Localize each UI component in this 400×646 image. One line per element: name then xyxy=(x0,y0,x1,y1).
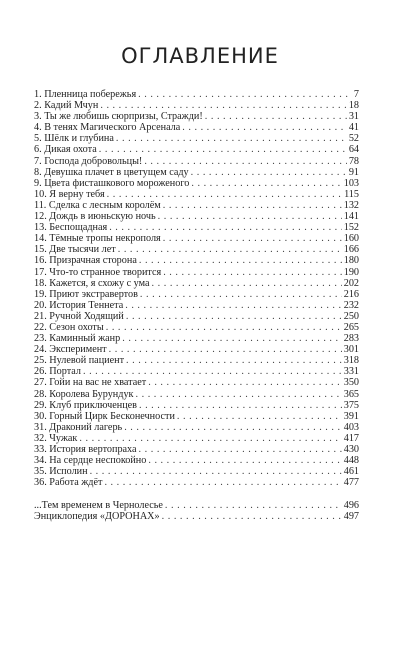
toc-entry-title: 29. Клуб приключенцев xyxy=(34,399,137,411)
toc-entry-page: 166 xyxy=(343,244,359,256)
toc-entry-title: 21. Ручной Ходящий xyxy=(34,310,124,322)
toc-entry-page: 350 xyxy=(343,377,359,389)
toc-entry-page: 91 xyxy=(348,166,359,178)
toc-entry xyxy=(34,144,359,155)
toc-entry xyxy=(34,355,359,366)
toc-entry-page: 64 xyxy=(348,144,359,156)
toc-entry-title: 16. Призрачная сторона xyxy=(34,255,137,267)
toc-entry-page: 202 xyxy=(343,277,359,289)
toc-entry-page: 430 xyxy=(343,444,359,455)
toc-leader-dots xyxy=(140,289,342,300)
toc-entry-page: 496 xyxy=(343,500,359,511)
toc-leader-dots xyxy=(100,100,346,111)
toc-entry-page: 375 xyxy=(343,399,359,411)
toc-entry xyxy=(34,111,359,122)
toc-entry-title: 3. Ты же любишь сюрпризы, Стражди! xyxy=(34,111,203,123)
toc-entry-page: 160 xyxy=(343,233,359,245)
toc-leader-dots xyxy=(116,133,347,144)
toc-entry-title: Энциклопедия «ДОРОНАХ» xyxy=(34,511,160,523)
toc-leader-dots xyxy=(165,500,342,511)
toc-entry-page: 283 xyxy=(343,333,359,345)
toc-entry-title: 17. Что-то странное творится xyxy=(34,266,162,278)
toc-entry-title: 10. Я верну тебя xyxy=(34,188,105,200)
toc-leader-dots xyxy=(191,167,347,178)
toc-entry-page: 403 xyxy=(343,421,359,433)
toc-entry xyxy=(34,511,359,522)
toc-entry-page: 52 xyxy=(348,133,359,145)
toc-leader-dots xyxy=(118,244,342,255)
toc-entry-page: 216 xyxy=(343,288,359,300)
toc-entry-page: 31 xyxy=(348,111,359,123)
toc-entry-title: 34. На сердце неспокойно xyxy=(34,455,147,467)
toc-entry-title: 1. Пленница побережья xyxy=(34,89,137,100)
toc-leader-dots xyxy=(162,511,342,522)
toc-entry-title: 18. Кажется, я схожу с ума xyxy=(34,277,150,289)
toc-entry-title: 28. Королева Бурундук xyxy=(34,388,134,400)
toc-entry-page: 250 xyxy=(343,310,359,322)
toc-entry-page: 152 xyxy=(343,222,359,234)
toc-leader-dots xyxy=(90,466,342,477)
toc-leader-dots xyxy=(139,255,342,266)
toc-entry-page: 477 xyxy=(343,477,359,489)
toc-entry xyxy=(34,167,359,178)
toc-entry-title: 14. Тёмные тропы некрополя xyxy=(34,233,161,245)
toc-entry xyxy=(34,455,359,466)
toc-leader-dots xyxy=(107,189,342,200)
toc-entry-title: 30. Горный Цирк Бесконечности xyxy=(34,410,175,422)
toc-list xyxy=(34,89,359,488)
toc-leader-dots xyxy=(126,355,342,366)
toc-entry-title: 32. Чужак xyxy=(34,432,78,444)
toc-leader-dots xyxy=(158,211,342,222)
toc-leader-dots xyxy=(182,122,347,133)
toc-extra-list xyxy=(34,500,359,522)
toc-leader-dots xyxy=(139,444,342,455)
toc-entry-title: 24. Эксперимент xyxy=(34,344,107,356)
toc-entry-title: 12. Дождь в июньскую ночь xyxy=(34,211,156,223)
toc-entry xyxy=(34,433,359,444)
toc-entry xyxy=(34,122,359,133)
toc-entry-page: 41 xyxy=(348,122,359,134)
toc-entry-title: 20. История Теннета xyxy=(34,299,124,311)
toc-entry xyxy=(34,244,359,255)
toc-entry-page: 7 xyxy=(353,89,359,100)
toc-leader-dots xyxy=(126,311,342,322)
toc-entry xyxy=(34,322,359,333)
toc-leader-dots xyxy=(109,344,342,355)
toc-entry xyxy=(34,233,359,244)
toc-leader-dots xyxy=(136,389,342,400)
toc-entry-title: 23. Каминный жанр xyxy=(34,333,121,345)
toc-entry-title: 13. Беспощадная xyxy=(34,222,108,234)
toc-leader-dots xyxy=(99,144,347,155)
toc-entry xyxy=(34,377,359,388)
toc-entry-title: 35. Исполин xyxy=(34,466,88,478)
toc-entry-title: 5. Шёлк и глубина xyxy=(34,133,114,145)
toc-entry-title: 7. Господа добровольцы! xyxy=(34,155,143,167)
toc-leader-dots xyxy=(177,411,342,422)
toc-entry xyxy=(34,278,359,289)
toc-leader-dots xyxy=(109,222,342,233)
toc-leader-dots xyxy=(79,433,341,444)
toc-entry xyxy=(34,400,359,411)
toc-leader-dots xyxy=(163,233,342,244)
toc-entry xyxy=(34,133,359,144)
toc-entry-page: 461 xyxy=(343,466,359,478)
toc-leader-dots xyxy=(205,111,347,122)
toc-leader-dots xyxy=(163,267,342,278)
toc-entry-title: 11. Сделка с лесным королём xyxy=(34,199,161,211)
toc-entry xyxy=(34,222,359,233)
toc-entry-page: 331 xyxy=(343,366,359,378)
toc-entry-page: 232 xyxy=(343,299,359,311)
toc-entry xyxy=(34,366,359,377)
toc-entry xyxy=(34,267,359,278)
toc-entry xyxy=(34,500,359,511)
toc-leader-dots xyxy=(148,455,341,466)
toc-entry-page: 301 xyxy=(343,344,359,356)
toc-entry-page: 78 xyxy=(348,155,359,167)
toc-leader-dots xyxy=(106,322,342,333)
toc-entry-page: 18 xyxy=(348,100,359,112)
toc-entry-title: 15. Две тысячи лет xyxy=(34,244,116,256)
toc-entry-title: 6. Дикая охота xyxy=(34,144,97,156)
toc-entry xyxy=(34,411,359,422)
toc-leader-dots xyxy=(163,200,342,211)
toc-entry-page: 265 xyxy=(343,321,359,333)
toc-entry-title: 9. Цвета фисташкового мороженого xyxy=(34,177,190,189)
toc-entry-title: 31. Драконий лагерь xyxy=(34,421,123,433)
toc-entry-page: 132 xyxy=(343,199,359,211)
toc-entry-title: 19. Приют экстравертов xyxy=(34,288,138,300)
toc-entry xyxy=(34,422,359,433)
toc-entry-page: 417 xyxy=(343,432,359,444)
toc-entry-title: 25. Нулевой пациент xyxy=(34,355,125,367)
toc-entry xyxy=(34,89,359,100)
toc-entry xyxy=(34,189,359,200)
toc-entry xyxy=(34,344,359,355)
toc-entry-title: 27. Гойи на вас не хватает xyxy=(34,377,147,389)
toc-leader-dots xyxy=(104,477,341,488)
toc-leader-dots xyxy=(191,178,341,189)
toc-entry-page: 141 xyxy=(343,211,359,223)
toc-entry xyxy=(34,100,359,111)
toc-entry-page: 448 xyxy=(343,455,359,467)
toc-entry xyxy=(34,300,359,311)
toc-entry-title: 33. История вертопраха xyxy=(34,444,137,455)
toc-leader-dots xyxy=(148,377,341,388)
toc-entry xyxy=(34,333,359,344)
toc-leader-dots xyxy=(138,89,352,100)
toc-entry xyxy=(34,200,359,211)
toc-entry xyxy=(34,255,359,266)
toc-entry-title: ...Тем временем в Чернолесье xyxy=(34,500,163,511)
toc-entry-title: 22. Сезон охоты xyxy=(34,321,104,333)
toc-entry-title: 26. Портал xyxy=(34,366,81,378)
toc-entry-page: 391 xyxy=(343,410,359,422)
toc-entry xyxy=(34,311,359,322)
toc-entry-title: 36. Работа ждёт xyxy=(34,477,103,489)
toc-leader-dots xyxy=(122,333,342,344)
toc-leader-dots xyxy=(124,422,342,433)
toc-leader-dots xyxy=(144,156,346,167)
toc-leader-dots xyxy=(83,366,342,377)
toc-entry-title: 2. Кадий Мчун xyxy=(34,100,99,112)
toc-entry xyxy=(34,211,359,222)
toc-entry xyxy=(34,178,359,189)
toc-entry xyxy=(34,389,359,400)
toc-leader-dots xyxy=(139,400,342,411)
toc-leader-dots xyxy=(125,300,341,311)
toc-entry-page: 115 xyxy=(344,188,359,200)
toc-entry-page: 497 xyxy=(343,511,359,523)
toc-entry-page: 103 xyxy=(343,177,359,189)
toc-entry-page: 365 xyxy=(343,388,359,400)
toc-leader-dots xyxy=(152,278,342,289)
toc-entry xyxy=(34,477,359,488)
toc-entry-page: 190 xyxy=(343,266,359,278)
toc-entry-title: 8. Девушка плачет в цветущем саду xyxy=(34,166,189,178)
toc-entry xyxy=(34,444,359,455)
toc-entry-page: 180 xyxy=(343,255,359,267)
toc-entry-page: 318 xyxy=(343,355,359,367)
page-title: ОГЛАВЛЕНИЕ xyxy=(121,44,279,68)
toc-entry-title: 4. В тенях Магического Арсенала xyxy=(34,122,181,134)
toc-entry xyxy=(34,156,359,167)
toc-entry xyxy=(34,466,359,477)
toc-entry xyxy=(34,289,359,300)
